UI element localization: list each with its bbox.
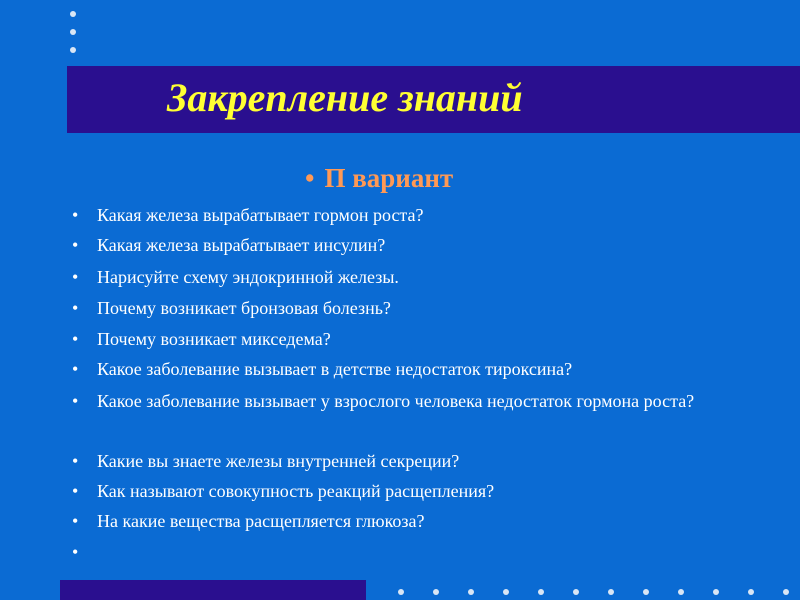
decor-dot — [678, 589, 684, 595]
bullet-icon: • — [72, 511, 79, 531]
question-item: Как называют совокупность реакций расщепления? — [97, 481, 495, 501]
decor-dot — [748, 589, 754, 595]
decor-dot — [538, 589, 544, 595]
variant-heading — [305, 160, 453, 196]
decor-dot — [468, 589, 474, 595]
decor-dot — [398, 589, 404, 595]
decor-dot — [643, 589, 649, 595]
bullet-icon: • — [72, 205, 79, 225]
bullet-icon: • — [72, 267, 79, 287]
decor-dot — [503, 589, 509, 595]
bullet-icon: • — [72, 235, 79, 255]
question-item: Какие вы знаете железы внутренней секреции? — [97, 451, 460, 471]
question-item: Какая железа вырабатывает гормон роста? — [97, 205, 424, 225]
bottom-band — [60, 580, 366, 600]
decor-dot — [70, 29, 76, 35]
question-item: Почему возникает бронзовая болезнь? — [97, 298, 391, 318]
decor-dot — [70, 47, 76, 53]
decor-dot — [573, 589, 579, 595]
bullet-icon: • — [72, 542, 79, 562]
question-item: Почему возникает микседема? — [97, 329, 331, 349]
bullet-icon: • — [72, 329, 79, 349]
slide-title: Закрепление знаний — [167, 75, 523, 120]
decor-dot — [433, 589, 439, 595]
bullet-icon: • — [72, 359, 79, 379]
variant-heading-text: П вариант — [324, 163, 454, 193]
bullet-icon: • — [72, 298, 79, 318]
question-item: На какие вещества расщепляется глюкоза? — [97, 511, 425, 531]
bullet-icon: • — [72, 481, 79, 501]
decor-dot — [608, 589, 614, 595]
bullet-icon: • — [305, 163, 315, 193]
decor-dot — [783, 589, 789, 595]
decor-dot — [713, 589, 719, 595]
bullet-icon: • — [72, 451, 79, 471]
question-item: Нарисуйте схему эндокринной железы. — [97, 267, 399, 287]
question-item: Какое заболевание вызывает у взрослого человека недостаток гормона роста? — [97, 391, 695, 411]
bullet-icon: • — [72, 391, 79, 411]
decor-dot — [70, 11, 76, 17]
question-item: Какая железа вырабатывает инсулин? — [97, 235, 386, 255]
question-item: Какое заболевание вызывает в детстве недостаток тироксина? — [97, 359, 573, 379]
